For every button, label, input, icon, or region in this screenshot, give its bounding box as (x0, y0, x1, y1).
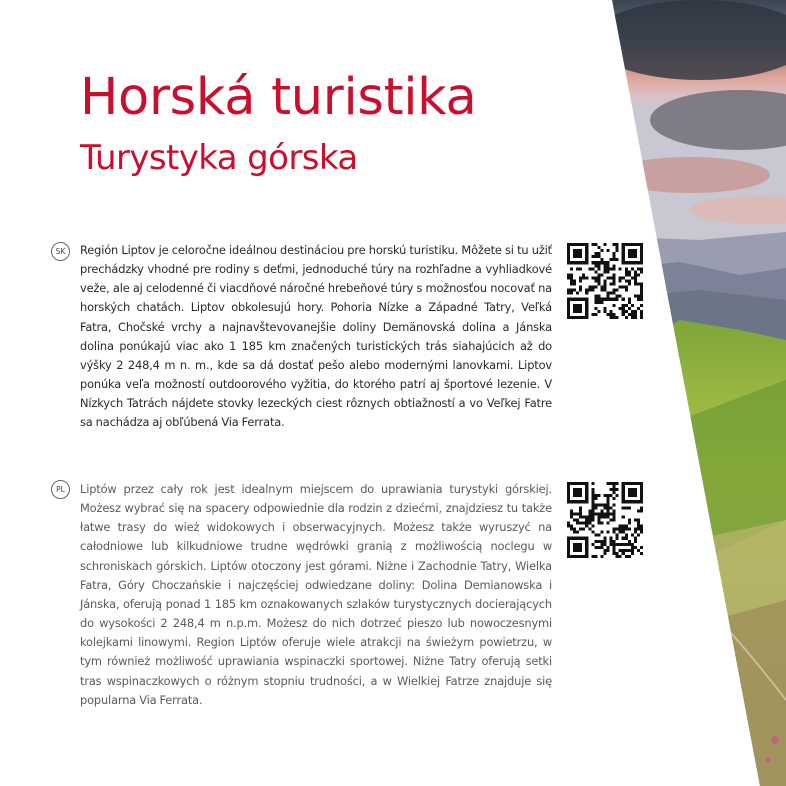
page-subtitle: Turystyka górska (80, 138, 358, 178)
page-title: Horská turistika (80, 68, 477, 127)
paragraph-slovak: Región Liptov je celoročne ideálnou destináciou pre horskú turistiku. Môžete si tu užiť prechádzky vhodné pre rodiny s deťmi, jednoduché túry na rozhľadne a vyhliadkové veže, ale aj celodenné či viacdňové náročné hrebeňové túry s možnosťou nocovať na horských chatách. Liptov obkolesujú hory. Pohoria Nízke a Západné Tatry, Veľká Fatra, Chočské vrchy a najnavštevovanejšie doliny Demänovská dolina a Jánska dolina ponúkajú viac ako 1 185 km značených turistických trás siahajúcich až do výšky 2 248,4 m n. m., kde sa dá dostať pešo alebo modernými lanovkami. Liptov ponúka veľa možností outdoorového vyžitia, do ktorého patrí aj športové lezenie. V Nízkych Tatrách nájdete stovky lezeckých ciest rôznych obtiažností a vo Veľkej Fatre sa nachádza aj obľúbená Via Ferrata. (80, 243, 552, 430)
qr-code-icon[interactable] (567, 482, 643, 558)
paragraph-polish: Liptów przez cały rok jest idealnym miejscem do uprawiania turystyki górskiej. Możesz wybrać się na spacery odpowiednie dla rodzin z dziećmi, znajdziesz tu także łatwe trasy do wież widokowych i obserwacyjnych. Możesz także wyruszyć na całodniowe lub kilkudniowe trudne wędrówki granią z możliwością noclegu w schroniskach górskich. Liptów otoczony jest górami. Niżne i Zachodnie Tatry, Wielka Fatra, Góry Choczańskie i najczęściej odwiedzane doliny: Dolina Demianowska i Jánska, oferują ponad 1 185 km oznakowanych szlaków turystycznych docierających do wysokości 2 248,4 m n.p.m. Możesz do nich dotrzeć pieszo lub nowoczesnymi kolejkami linowymi. Region Liptów oferuje wiele atrakcji na świeżym powietrzu, w tym również możliwość uprawiania wspinaczki sportowej. Niżne Tatry oferują setki tras wspinaczkowych o różnym stopniu trudności, a w Wielkiej Fatrze znajduje się popularna Via Ferrata. (80, 482, 552, 707)
lang-badge-sk: SK (51, 242, 70, 261)
lang-badge-pl: PL (51, 480, 70, 499)
qr-code-icon[interactable] (567, 243, 643, 319)
